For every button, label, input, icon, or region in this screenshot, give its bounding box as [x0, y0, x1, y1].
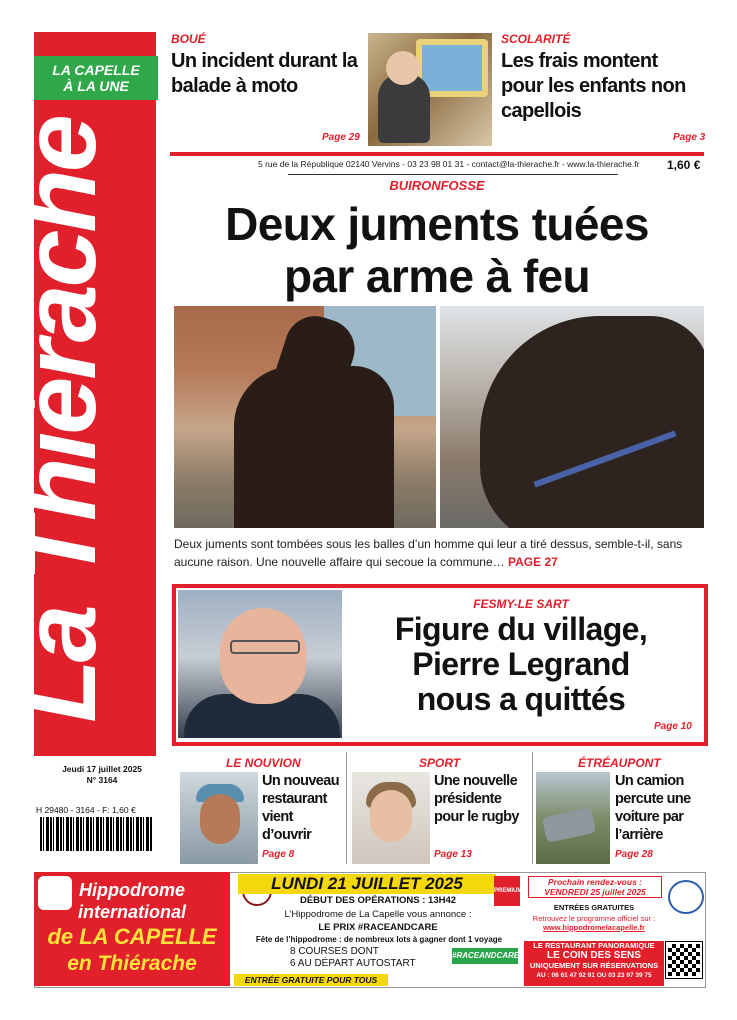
ad-resto-line2: LE COIN DES SENS	[547, 950, 641, 961]
main-headline-line2: par arme à feu	[283, 250, 591, 302]
main-headline[interactable]	[170, 198, 704, 302]
main-kicker: BUIRONFOSSE	[389, 178, 485, 193]
teaser-scolarite-page: Page 3	[673, 132, 706, 143]
ad-next-event	[528, 876, 662, 898]
horse-head	[480, 316, 704, 528]
premium-logo: PREMIUM	[494, 876, 520, 906]
teaser-sport-kicker: SPORT	[419, 756, 461, 770]
photo-horse-left	[174, 306, 436, 528]
une-badge-line2: À LA UNE	[63, 78, 129, 94]
ad-prix: LE PRIX #RACEANDCARE	[318, 922, 438, 933]
photo-rugby-president	[352, 772, 430, 864]
feature-headline-line3: nous a quittés	[416, 681, 626, 717]
photo-pierre-legrand	[178, 590, 342, 738]
une-badge[interactable]	[34, 56, 158, 100]
ad-courses-line1: 8 COURSES DONT	[290, 946, 379, 957]
ad-title-line2: international	[77, 902, 186, 922]
child-head	[386, 51, 420, 85]
address-rule	[288, 174, 618, 175]
ad-restaurant	[524, 941, 664, 986]
ad-hashtag: #RACEANDCARE	[452, 948, 518, 964]
teaser-boue-title[interactable]: Un incident durant la balade à moto	[171, 50, 358, 97]
ad-courses-line2: 6 AU DÉPART AUTOSTART	[290, 958, 416, 969]
teaser-etreaupont-page: Page 28	[615, 849, 653, 860]
feature-page: Page 10	[654, 721, 692, 732]
main-caption-page[interactable]: PAGE 27	[508, 555, 558, 569]
ad-programme	[528, 914, 660, 932]
une-badge-line1: LA CAPELLE	[52, 62, 140, 78]
ad-next-line2: VENDREDI 25 juillet 2025	[544, 887, 646, 897]
ad-announce: L’Hippodrome de La Capelle vous annonce :	[284, 909, 472, 920]
teaser-boue-page: Page 29	[322, 132, 360, 143]
price: 1,60 €	[667, 158, 701, 172]
horse-body	[234, 366, 394, 528]
issue-info	[52, 764, 152, 786]
car	[542, 807, 596, 843]
feature-headline[interactable]	[346, 612, 696, 717]
face	[220, 608, 306, 704]
address-line: 5 rue de la République 02140 Vervins - 03 23 98 01 31 - contact@la-thierache.fr - www.la-thierache.fr	[258, 159, 640, 169]
hippodrome-logo-icon	[38, 876, 72, 910]
column-divider	[346, 752, 347, 864]
ad-title-line4: en Thiérache	[67, 952, 197, 975]
feature-headline-line1: Figure du village,	[394, 611, 648, 647]
header-rule	[170, 152, 704, 156]
ad-programme-line1: Retrouvez le programme officiel sur :	[532, 914, 656, 923]
teaser-scolarite-title[interactable]: Les frais montent pour les enfants non capellois	[501, 50, 686, 122]
ad-title-line3: de LA CAPELLE	[47, 924, 217, 949]
teaser-etreaupont-title[interactable]: Un camion percute une voiture par l’arrière	[615, 773, 691, 843]
photo-restaurant-chef	[180, 772, 258, 864]
ad-fete: Fête de l’hippodrome : de nombreux lots à gagner dont 1 voyage	[255, 935, 503, 944]
feature-kicker: FESMY-LE SART	[473, 597, 569, 611]
ad-date: LUNDI 21 JUILLET 2025	[238, 874, 496, 894]
la-capelle-logo-icon	[668, 880, 704, 914]
column-divider	[532, 752, 533, 864]
ad-resto-line1: LE RESTAURANT PANORAMIQUE	[533, 941, 655, 950]
photo-child-playing	[368, 33, 492, 146]
main-headline-line1: Deux juments tuées	[225, 198, 649, 250]
ad-title-line1: Hippodrome	[79, 880, 185, 900]
teaser-nouvion-title[interactable]: Un nouveau restaurant vient d’ouvrir	[262, 773, 339, 843]
teaser-etreaupont-kicker: ÉTRÉAUPONT	[578, 756, 661, 770]
face	[200, 794, 240, 844]
teaser-nouvion-page: Page 8	[262, 849, 295, 860]
issue-date: Jeudi 17 juillet 2025	[62, 764, 142, 774]
feature-headline-line2: Pierre Legrand	[412, 646, 630, 682]
barcode-icon	[40, 817, 152, 851]
issue-codes: H 29480 - 3164 - F: 1,60 €	[36, 805, 136, 815]
face	[370, 790, 412, 842]
ad-next-line1: Prochain rendez-vous :	[548, 877, 642, 887]
main-caption	[174, 535, 704, 571]
teaser-boue-kicker: BOUÉ	[171, 32, 206, 46]
teaser-sport-page: Page 13	[434, 849, 472, 860]
teaser-nouvion-kicker: LE NOUVION	[226, 756, 301, 770]
photo-crashed-car	[536, 772, 610, 864]
ad-free: ENTRÉES GRATUITES	[553, 903, 635, 912]
photo-horse-right	[440, 306, 704, 528]
ad-resto-line4: AU : 06 61 47 92 91 OU 03 23 97 39 75	[536, 972, 652, 979]
main-caption-text: Deux juments sont tombées sous les balles d’un homme qui leur a tiré dessus, semble-t-il, sans aucune raison. Une nouvelle affaire qui secoue la commune…	[174, 537, 683, 569]
teaser-scolarite-kicker: SCOLARITÉ	[501, 32, 571, 46]
ad-resto-line3: UNIQUEMENT SUR RÉSERVATIONS	[529, 961, 659, 970]
teaser-sport-title[interactable]: Une nouvelle présidente pour le rugby	[434, 773, 519, 825]
masthead-logo: La Thiérache	[2, 117, 118, 723]
ad-ops: DÉBUT DES OPÉRATIONS : 13H42	[299, 895, 457, 906]
ad-programme-link[interactable]: www.hippodromelacapelle.fr	[543, 923, 645, 932]
issue-number: N° 3164	[86, 775, 118, 785]
ad-entree: ENTRÉE GRATUITE POUR TOUS	[234, 974, 388, 986]
qr-code-icon[interactable]	[666, 942, 702, 978]
glasses-icon	[230, 640, 300, 654]
